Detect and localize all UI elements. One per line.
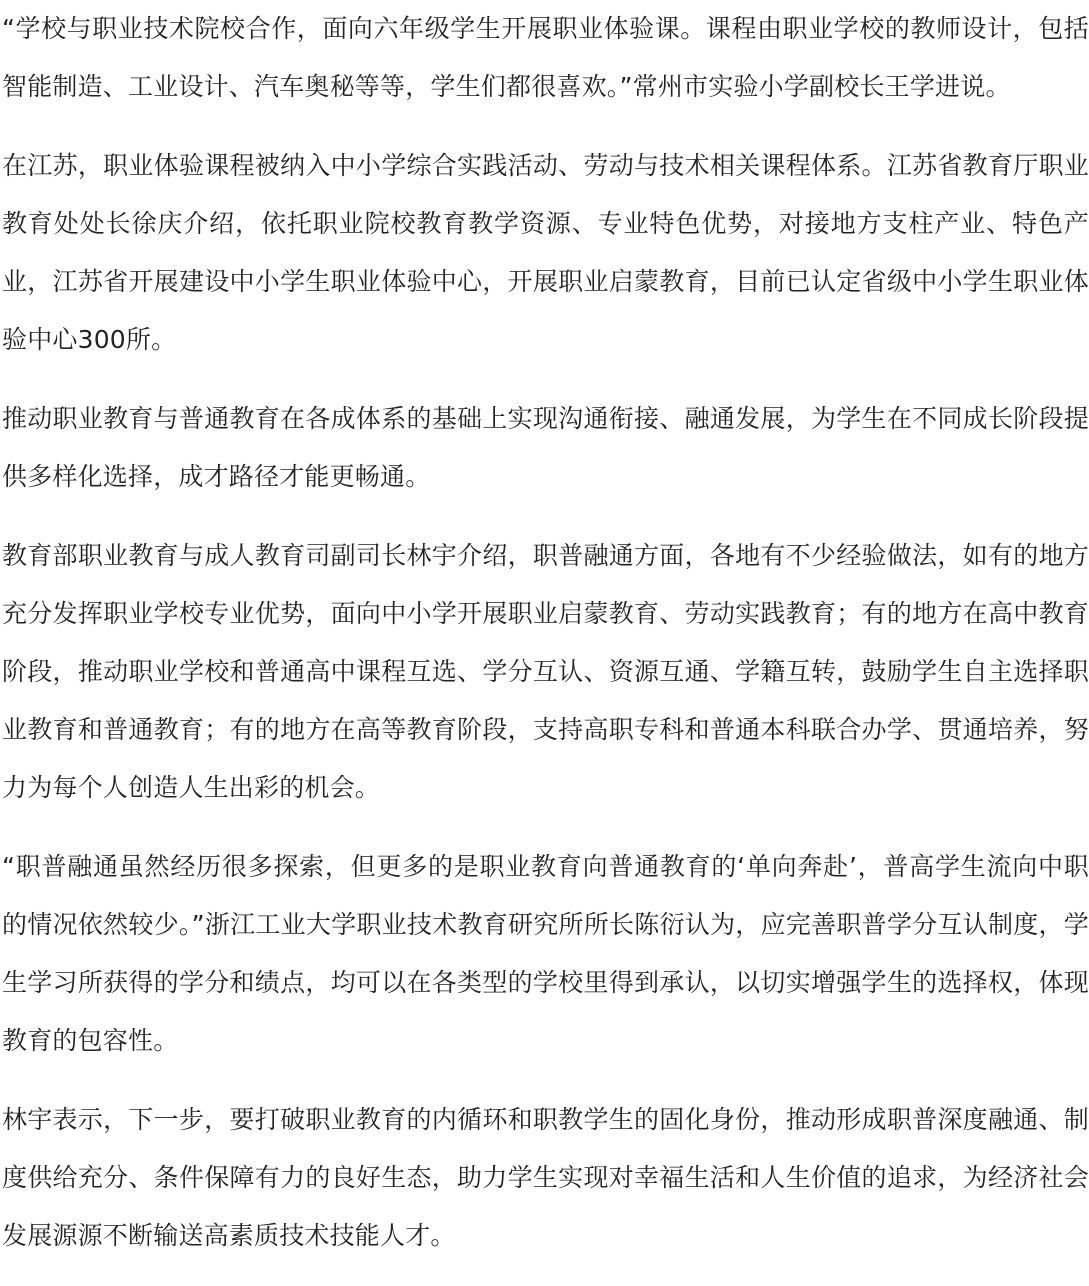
paragraph: 教育部职业教育与成人教育司副司长林宇介绍，职普融通方面，各地有不少经验做法，如有的地方充分发挥职业学校专业优势，面向中小学开展职业启蒙教育、劳动实践教育；有的地方在高中教育阶段，推动职业学校和普通高中课程互选、学分互认、资源互通、学籍互转，鼓励学生自主选择职业教育和普通教育；有的地方在高等教育阶段，支持高职专科和普通本科联合办学、贯通培养，努力为每个人创造人生出彩的机会。 (2, 541, 1089, 802)
paragraph: “学校与职业技术院校合作，面向六年级学生开展职业体验课。课程由职业学校的教师设计，包括智能制造、工业设计、汽车奥秘等等，学生们都很喜欢。”常州市实验小学副校长王学进说。 (2, 14, 1089, 101)
article-body (2, 0, 1089, 1286)
paragraph: 在江苏，职业体验课程被纳入中小学综合实践活动、劳动与技术相关课程体系。江苏省教育厅职业教育处处长徐庆介绍，依托职业院校教育教学资源、专业特色优势，对接地方支柱产业、特色产业，江苏省开展建设中小学生职业体验中心，开展职业启蒙教育，目前已认定省级中小学生职业体验中心300所。 (2, 151, 1089, 354)
paragraph: 林宇表示，下一步，要打破职业教育的内循环和职教学生的固化身份，推动形成职普深度融通、制度供给充分、条件保障有力的良好生态，助力学生实现对幸福生活和人生价值的追求，为经济社会发展源源不断输送高素质技术技能人才。 (2, 1105, 1089, 1250)
paragraph: “职普融通虽然经历很多探索，但更多的是职业教育向普通教育的‘单向奔赴’，普高学生流向中职的情况依然较少。”浙江工业大学职业技术教育研究所所长陈衍认为，应完善职普学分互认制度，学生学习所获得的学分和绩点，均可以在各类型的学校里得到承认，以切实增强学生的选择权，体现教育的包容性。 (2, 852, 1089, 1055)
paragraph: 推动职业教育与普通教育在各成体系的基础上实现沟通衔接、融通发展，为学生在不同成长阶段提供多样化选择，成才路径才能更畅通。 (2, 404, 1089, 491)
